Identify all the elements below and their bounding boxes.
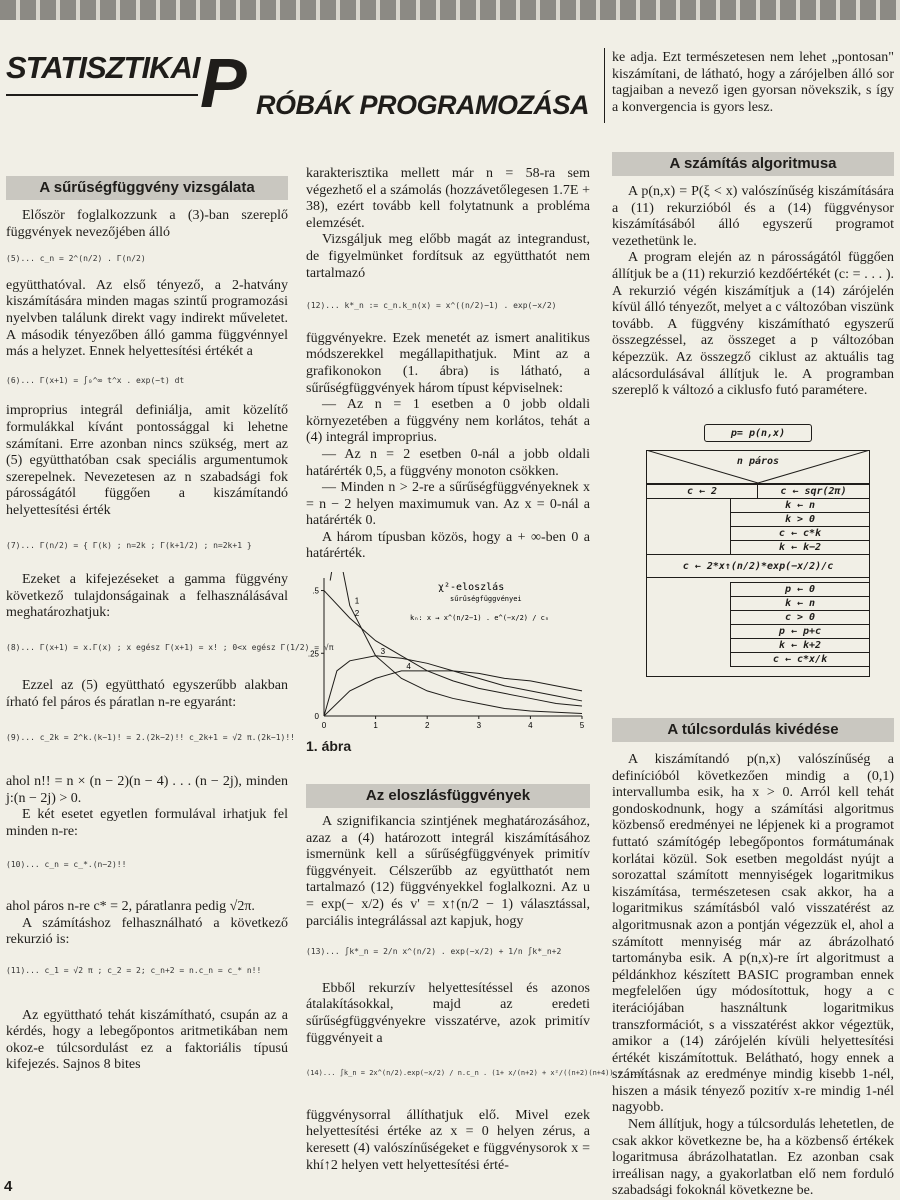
x-tick-label: 4 xyxy=(528,721,533,730)
algorithm-flowchart xyxy=(646,420,870,678)
column-3-mid xyxy=(612,184,894,400)
paragraph: A program elején az n párosságától függően állítjuk be a (11) rekurzió kezdőértékét (c: = . . . ). A rekurzió végén kiszámítjuk a (14) zárójelén kívül álló tényezőt, melyet a c változóban viszünk tovább. A függvény kiszámítható egyszerű összegzéssel, az összeget a p változóban képezzük. Az összegző ciklust az aktuális tag alácsordulásával állítjuk le. A programban szereplő k változó a ciklusfo futó paramétere. xyxy=(612,250,894,399)
paragraph: függvénysorral állíthatjuk elő. Mivel ezek helyettesítési értéke az x = 0 helyen zérus, a keresett (4) valószínűségeket e függvénysorok x = khí↑2 helyen vett helyettesítési érté- xyxy=(306,1107,590,1173)
column-3-bottom xyxy=(612,752,894,1200)
flow-step: k ← k−2 xyxy=(730,540,870,555)
y-origin-label: 0 xyxy=(314,712,319,721)
series-1-line xyxy=(330,572,582,713)
x-tick-label: 3 xyxy=(476,721,482,730)
flow-step: c ← c*k xyxy=(730,526,870,541)
bullet-n1: — Az n = 1 esetben a 0 jobb oldali környezetében a függvény nem korlátos, tehát a (4) integrál improprius. xyxy=(306,397,590,446)
series-3-line xyxy=(324,656,582,716)
title-word-statisztikai: STATISZTIKAI xyxy=(6,50,200,85)
title-underline xyxy=(6,94,198,96)
chart-title: χ²-eloszlás xyxy=(438,582,505,593)
paragraph: együtthatóval. Az első tényező, a 2-hatvány kiszámítására minden magas szintű programozási nyelvben találunk direkt vagy indirekt műveletet. A második tényezőben álló gamma függvénnyel más a helyzet. Ennek helyettesítési értékét a xyxy=(6,277,288,360)
column-divider xyxy=(604,48,605,123)
title-rest: RÓBÁK PROGRAMOZÁSA xyxy=(256,90,589,120)
bullet-n-gt-2: — Minden n > 2-re a sűrűségfüggvényeknek x = n − 2 helyen maximumuk van. Az x = 0-nál a határérték 0. xyxy=(306,480,590,529)
equation-6: (6)... Γ(x+1) = ∫₀^∞ t^x . exp(−t) dt xyxy=(6,375,185,385)
series-label: 3 xyxy=(380,646,386,656)
column-2-bottom xyxy=(306,814,644,1174)
paragraph: E két esetet egyetlen formulával irhatjuk fel minden n-re: xyxy=(6,807,288,840)
chart-formula: kₙ: x → x^(n/2−1) . e^(−x/2) / cₙ xyxy=(410,614,550,622)
chi-square-density-chart xyxy=(300,572,596,736)
paragraph: A p(n,x) = P(ξ < x) valószínűség kiszámítására a (11) rekurzióból és a (14) függvénysor kiszámításából álló egyszerű programot vezethetünk le. xyxy=(612,184,894,249)
equation-5: (5)... c_n = 2^(n/2) . Γ(n/2) xyxy=(6,254,146,264)
paragraph: A számításhoz felhasználható a következő rekurzió is: xyxy=(6,915,288,948)
flow-step: p ← p+c xyxy=(730,624,870,639)
paragraph: ahol páros n-re c* = 2, páratlanra pedig √2π. xyxy=(6,899,255,915)
x-tick-label: 2 xyxy=(424,721,430,730)
y-tick-label: .5 xyxy=(312,586,319,596)
column-3-top xyxy=(612,50,894,116)
top-decorative-bar xyxy=(0,0,900,20)
flow-step: k ← n xyxy=(730,498,870,513)
flow-loop-condition: c > 0 xyxy=(730,610,870,625)
equation-8: (8)... Γ(x+1) = x.Γ(x) ; x egész Γ(x+1) = x! ; 0<x egész Γ(1/2) = √π xyxy=(6,642,334,652)
bullet-n2: — Az n = 2 esetben 0-nál a jobb oldali határérték 0,5, a függvény monoton csökken. xyxy=(306,446,590,479)
equation-7: (7)... Γ(n/2) = { Γ(k) ; n=2k ; Γ(k+1/2) ; n=2k+1 } xyxy=(6,540,252,550)
column-2-top xyxy=(306,166,590,563)
equation-10: (10)... c_n = c_*.(n−2)!! xyxy=(6,859,127,869)
flow-step: c ← c*x/k xyxy=(730,652,870,667)
paragraph: Nem állítjuk, hogy a túlcsordulás lehetetlen, de csak akkor következne be, ha a közbenső értékek logaritmusa ábrázolhatatlan. Ez azonban csak irreálisan nagy, a gyakorlatban elő nem forduló szabadsági fokoknál következne be. xyxy=(612,1117,894,1199)
paragraph: függvényekre. Ezek menetét az ismert analitikus módszerekkel megállapithatjuk. Mint az a grafikonokon (1. ábra) is látható, a sűrűségfüggvények három típust képviselnek: xyxy=(306,330,590,396)
series-label: 1 xyxy=(354,596,360,606)
series-label: 2 xyxy=(354,609,360,619)
paragraph: Először foglalkozzunk a (3)-ban szereplő függvények nevezőjében álló xyxy=(6,208,288,240)
section-heading-distribution: Az eloszlásfüggvények xyxy=(306,784,590,808)
equation-14: (14)... ∫k_n = 2x^(n/2).exp(−x/2) / n.c_n . (1+ x/(n+2) + x²/((n+2)(n+4)) + ...) xyxy=(306,1069,644,1078)
x-tick-label: 1 xyxy=(373,721,378,730)
flow-step: k ← n xyxy=(730,596,870,611)
flow-even-branch: c ← 2 xyxy=(646,484,758,499)
equation-13: (13)... ∫k*_n = 2/n x^(n/2) . exp(−x/2) + 1/n ∫k*_n+2 xyxy=(306,947,562,957)
paragraph: ahol n!! = n × (n − 2)(n − 4) . . . (n − 2j), minden j:(n − 2j) > 0. xyxy=(6,774,288,806)
paragraph: Ebből rekurzív helyettesítéssel és azonos átalakításokkal, majd az eredeti sűrűségfüggvényekre visszatérve, azok primitív függvényeit a xyxy=(306,980,590,1046)
paragraph: A kiszámítandó p(n,x) valószínűség a definícióból következően mindig a (0,1) intervallumba esik, ha x > 0. Arról kell tehát gondoskodnunk, hogy a számítási algoritmus közbenső eredményei ne lépjenek ki a programot futtató számítógép lebegőpontos formátumának korlátai közül. Sok esetben megoldást nyújt a sorozattal számított mennyiségek logaritmikus kiszámítása, természetesen csak akkor, ha a logaritmikus számításból való visszatérést az algoritmusnak azon a pontján végezzük el, ahol a számított mennyiség már az ábrázolható tartományba esik. A p(n,x)-re írt algoritmust a példánkhoz készített BASIC programban ennek megfelelően úgy módosítottuk, hogy a c iterációjában használtunk logaritmikus transzformációt, s a visszatérést akkor végeztük, amikor a (14) zárójelén kívüli helyettesítési értékét kiszámítottuk. Belátható, hogy ennek a számításnak az eredménye mindig kisebb 1-nél, hiszen a másik tényező pozitív x-re mindig 1-nél nagyobb. xyxy=(612,752,894,1116)
equation-11: (11)... c_1 = √2 π ; c_2 = 2; c_n+2 = n.c_n = c_* n!! xyxy=(6,966,262,975)
title-initial: P xyxy=(200,44,247,122)
page-number: 4 xyxy=(4,1178,13,1195)
section-heading-overflow: A túlcsordulás kivédése xyxy=(612,718,894,742)
series-label: 4 xyxy=(406,661,411,671)
flow-loop-condition: k > 0 xyxy=(730,512,870,527)
paragraph: Ezeket a kifejezéseket a gamma függvény következő tulajdonságainak a felhasználásával meghatározhatjuk: xyxy=(6,572,288,621)
figure-caption: 1. ábra xyxy=(306,738,352,754)
flow-step: c ← 2*x↑(n/2)*exp(−x/2)/c xyxy=(646,554,870,578)
equation-9: (9)... c_2k = 2^k.(k−1)! = 2.(2k−2)!! c_2k+1 = √2 π.(2k−1)!! xyxy=(6,732,295,742)
section-heading-density: A sűrűségfüggvény vizsgálata xyxy=(6,176,288,200)
paragraph: karakterisztika mellett már n = 58-ra sem végezhető el a számolás (hozzávetőlegesen 1.7E + 38), ezért tovább kell folytatnunk a probléma elemzését. xyxy=(306,166,590,231)
paragraph: Ezzel az (5) együttható egyszerűbb alakban írható fel páros és páratlan n-re egyaránt: xyxy=(6,678,288,711)
flow-condition: n páros xyxy=(736,456,780,467)
paragraph: Vizsgáljuk meg előbb magát az integrandust, de figyelmünket fordítsuk az együtthatót nem tartalmazó xyxy=(306,232,590,281)
series-2-line xyxy=(324,591,582,706)
paragraph: A három típusban közös, hogy a + ∞-ben 0 a határérték. xyxy=(306,529,590,562)
paragraph: ke adja. Ezt természetesen nem lehet „pontosan" kiszámítani, de látható, hogy a zárójelben álló sor tagjaiban a nevező igen gyorsan növekszik, s így a konvergencia is gyors lesz. xyxy=(612,50,894,115)
flow-step: p ← 0 xyxy=(730,582,870,597)
x-tick-label: 5 xyxy=(579,721,585,730)
paragraph: A szignifikancia szintjének meghatározásához, azaz a (4) határozott integrál kiszámításához ismernünk kell a sűrűségfüggvények primitív függvényeit. Célszerűbb az együtthatót nem tartalmazó (12) függvényekkel foglalkozni. Az u = exp(− x/2) és v' = x↑(n/2 − 1) választással, parciális integrálással azt kapjuk, hogy xyxy=(306,814,590,929)
flow-odd-branch: c ← sqr(2π) xyxy=(757,484,870,499)
x-origin-label: 0 xyxy=(321,721,327,730)
chart-subtitle: sűrűségfüggvényei xyxy=(450,595,522,603)
paragraph: Az együttható tehát kiszámítható, csupán az a kérdés, hogy a lebegőpontos aritmetikában nem okoz-e túlcsordulást ez a faktoriális típusú kifejezés. Sajnos 8 bites xyxy=(6,1007,288,1073)
y-tick-label: .25 xyxy=(307,649,319,659)
section-heading-algorithm: A számítás algoritmusa xyxy=(612,152,894,176)
flow-start: p= p(n,x) xyxy=(704,424,812,442)
equation-12: (12)... k*_n := c_n.k_n(x) = x^((n/2)−1) . exp(−x/2) xyxy=(306,301,557,311)
flow-step: k ← k+2 xyxy=(730,638,870,653)
paragraph: improprius integrál definiálja, amit közelítő formulákkal kívánt pontossággal ki lehetne számítani. Erre azonban nincs szükség, mert az (5) együtthatóban csak speciális argumentumok szerepelnek. Nevezetesen az n szabadsági fok párosságától függően a kiszámítandó helyettesítési érték xyxy=(6,403,288,518)
